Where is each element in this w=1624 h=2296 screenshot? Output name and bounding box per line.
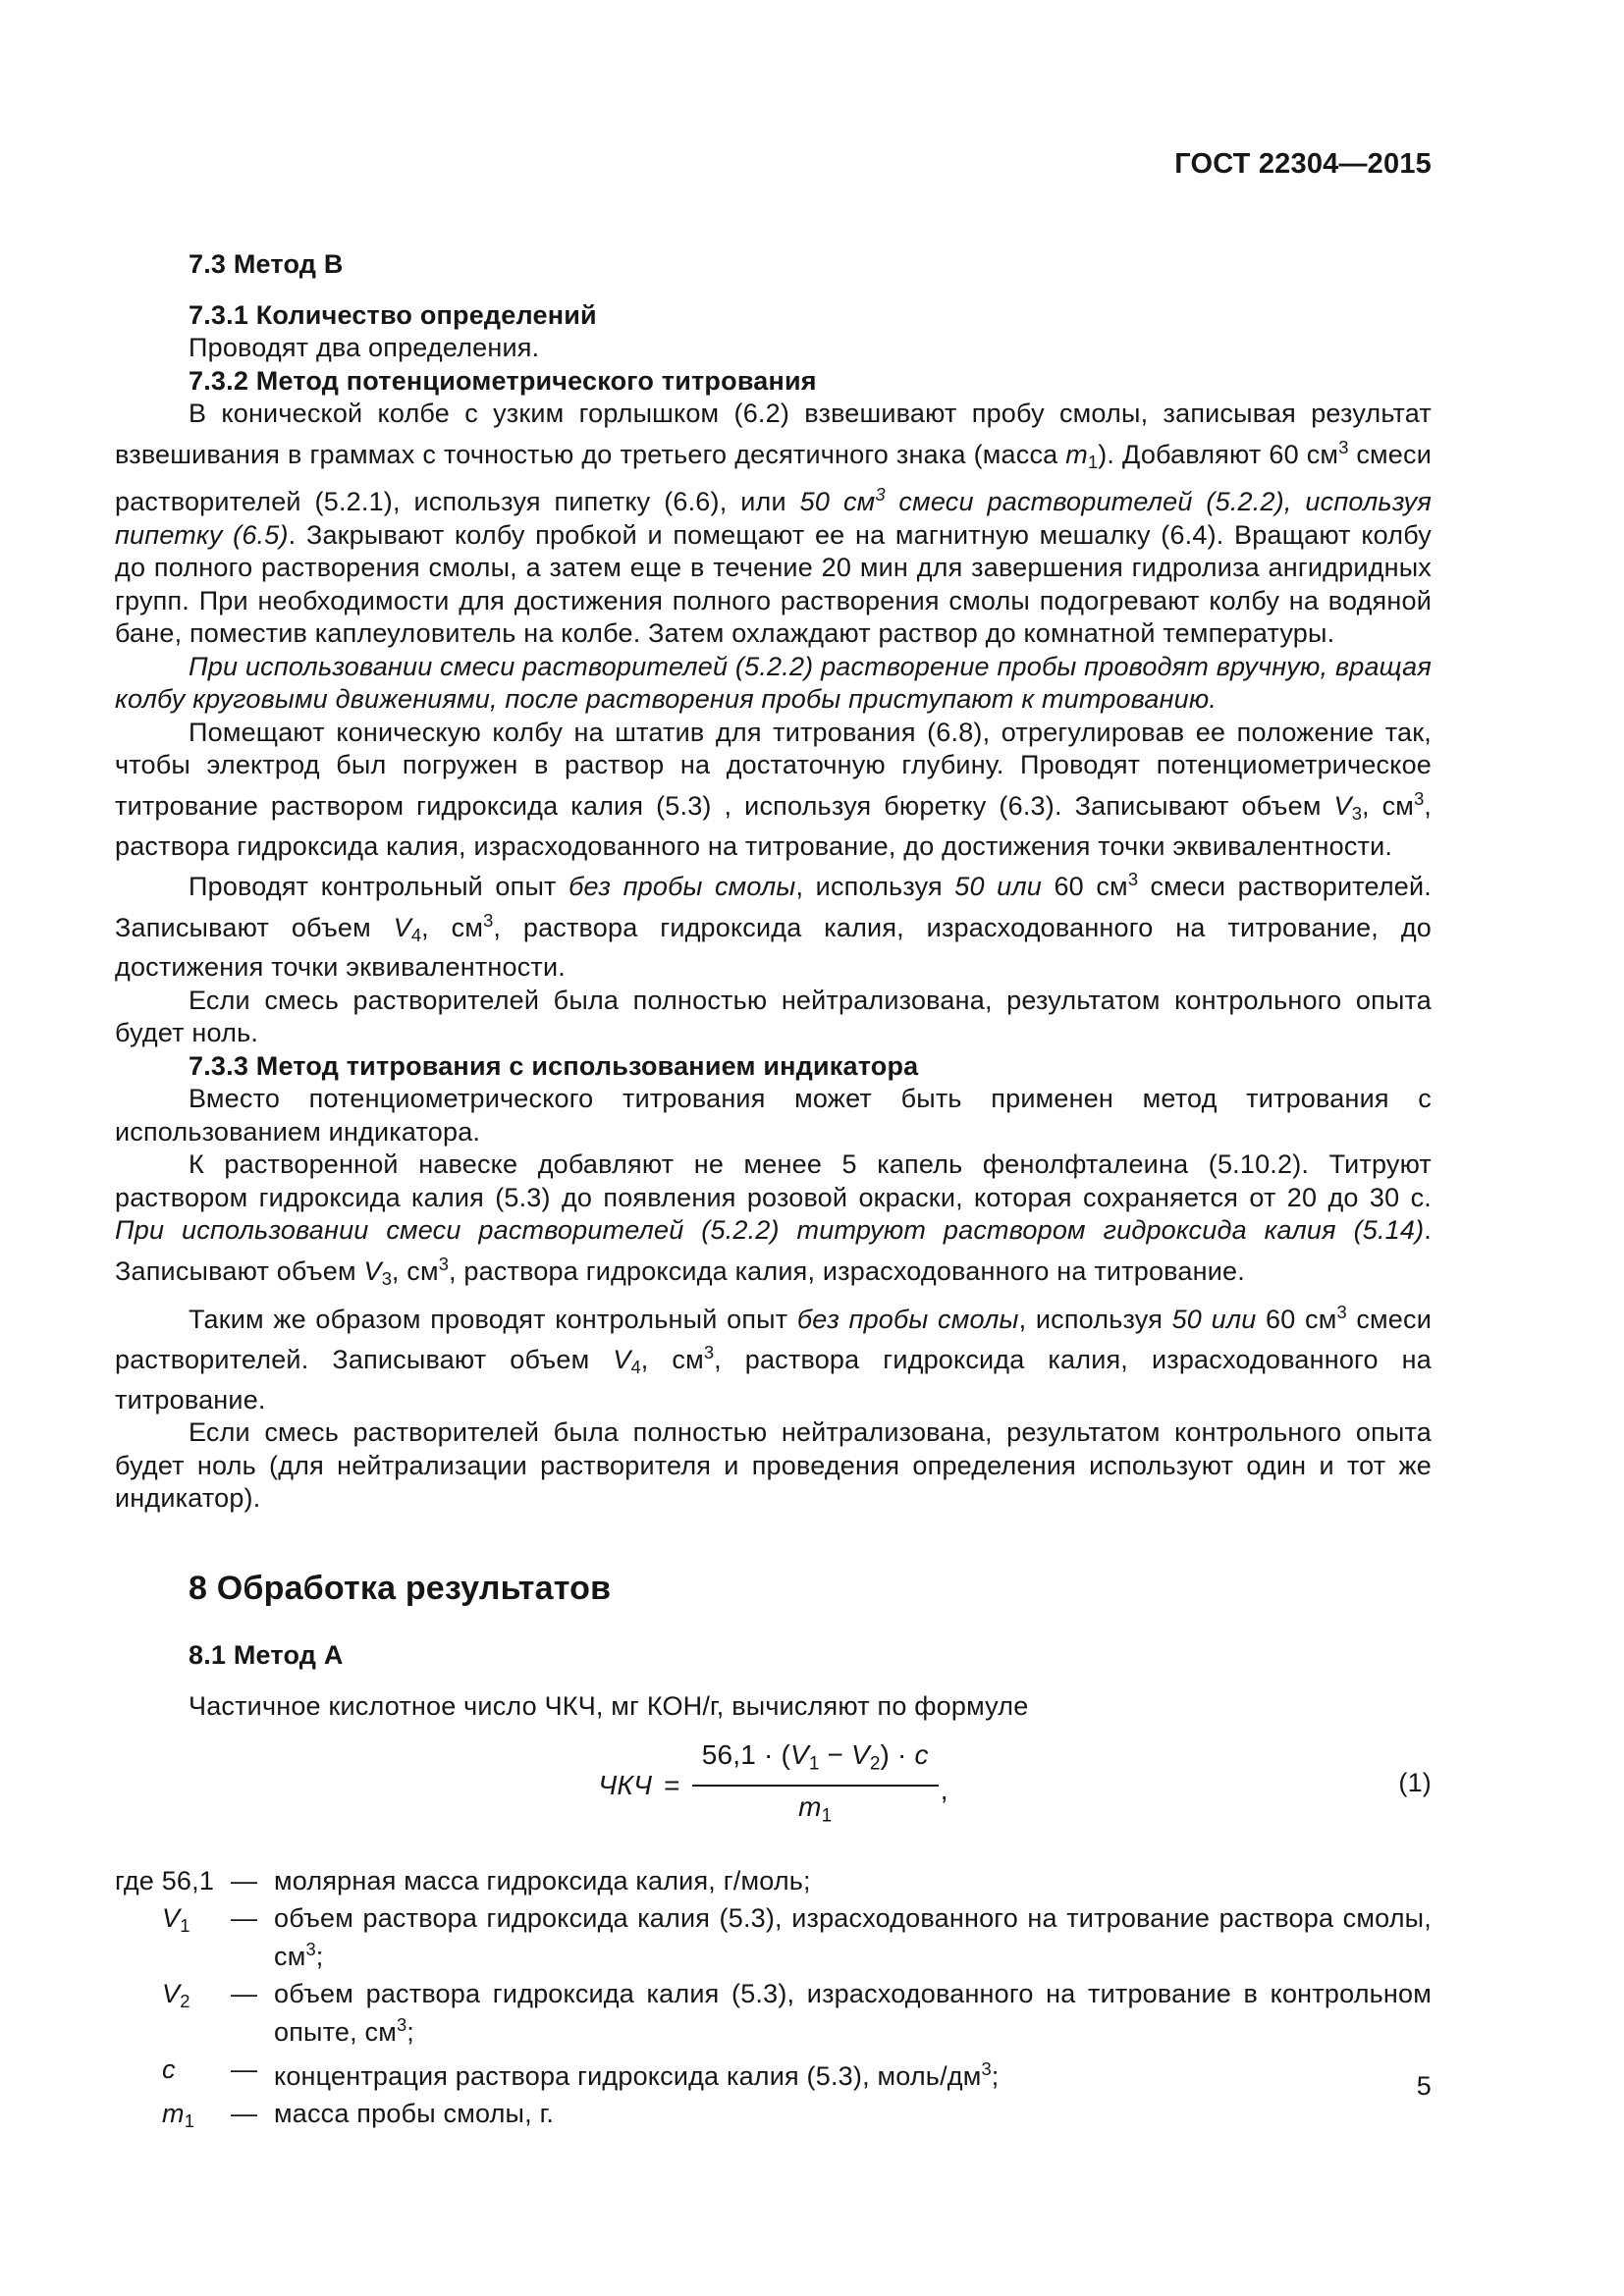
definition-row-v1 (115, 1902, 1432, 1972)
section-heading-7-3-1: 7.3.1 Количество определений (189, 299, 597, 330)
section-heading-8: 8 Обработка результатов (189, 1569, 612, 1607)
formula-lhs: ЧКЧ (598, 1770, 653, 1801)
definitions-list (115, 1865, 1432, 2137)
paragraph-titration-stand: Помещают коническую колбу на штатив для титрования (6.8), отрегулировав ее положение так, чтобы электрод был погружен в раствор на достаточную глубину. Проводят потенциометрическое титрование раствором гидроксида калия (5.3) , используя бюретку (6.3). Записывают объем $V_3$, $см^3$, раствора гидроксида калия, израсходованного на титрование, до достижения точки эквивалентности. (115, 717, 1432, 861)
document-code: ГОСТ 22304—2015 (1174, 148, 1432, 180)
definition-description: объем раствора гидроксида калия (5.3), израсходованного на титрование раствора смолы, $см^3$; (274, 1902, 1432, 1972)
definition-row-v2 (115, 1978, 1432, 2048)
paragraph-zero-result-1: Если смесь растворителей была полностью нейтрализована, результатом контрольного опыта будет ноль. (115, 985, 1432, 1048)
formula-comma: , (940, 1775, 948, 1806)
definition-symbol: $m_1$ (162, 2099, 194, 2132)
equals-sign: = (664, 1770, 680, 1801)
paragraph-indicator-method: Вместо потенциометрического титрования может быть применен метод титрования с использованием индикатора. (115, 1084, 1432, 1147)
paragraph-weighing: В конической колбе с узким горлышком (6.2) взвешивают пробу смолы, записывая результат взвешивания в граммах с точностью до третьего десятичного знака (масса $m_1$). Добавляют 60 $см^3$ смеси растворителей (5.2.1), используя пипетку (6.6), или 50 $см^3$ смеси растворителей (5.2.2), используя пипетку (6.5). Закрывают колбу пробкой и помещают ее на магнитную мешалку (6.4). Вращают колбу до полного растворения смолы, а затем еще в течение 20 мин для завершения гидролиза ангидридных групп. При необходимости для достижения полного растворения смолы подогревают колбу на водяной бане, поместив каплеуловитель на колбе. Затем охлаждают раствор до комнатной температуры. (115, 399, 1433, 649)
fraction (692, 1738, 939, 1834)
paragraph-blank-test-2: Таким же образом проводят контрольный опыт без пробы смолы, используя 50 или 60 $см^3$ смеси растворителей. Записывают объем $V_4$, $см^3$, раствора гидроксида калия, израсходованного на титрование. (115, 1301, 1432, 1415)
definition-dash: — (231, 2099, 258, 2129)
definition-dash: — (231, 2055, 258, 2085)
definition-description: объем раствора гидроксида калия (5.3), израсходованного на титрование в контрольном опыте, $см^3$; (274, 1979, 1432, 2048)
definition-row-c (115, 2054, 1432, 2092)
section-heading-7-3: 7.3 Метод В (189, 249, 344, 279)
definition-row-molar-mass (115, 1865, 1432, 1896)
definition-description: молярная масса гидроксида калия, г/моль; (274, 1865, 811, 1896)
formula-block (115, 1737, 1432, 1834)
definition-description: концентрация раствора гидроксида калия (5.3), моль/$дм^3$; (274, 2058, 1000, 2092)
definition-dash: — (231, 1902, 258, 1933)
paragraph-manual-dissolution: При использовании смеси растворителей (5.2.2) растворение пробы проводят вручную, вращая колбу круговыми движениями, после растворения пробы приступают к титрованию. (115, 651, 1432, 715)
paragraph-blank-test-1: Проводят контрольный опыт без пробы смолы, используя 50 или 60 $см^3$ смеси растворителей. Записывают объем $V_4$, $см^3$, раствора гидроксида калия, израсходованного на титрование, до достижения точки эквивалентности. (115, 869, 1432, 983)
definition-symbol: $V_1$ (162, 1902, 190, 1937)
definition-description: масса пробы смолы, г. (274, 2099, 555, 2129)
definition-row-m1 (115, 2098, 1432, 2137)
definition-symbol: c (162, 2055, 176, 2085)
paragraph-formula-intro: Частичное кислотное число ЧКЧ, мг КОН/г, вычисляют по формуле (189, 1691, 1029, 1722)
paragraph-phenolphthalein: К растворенной навеске добавляют не менее 5 капель фенолфталеина (5.10.2). Титруют раствором гидроксида калия (5.3) до появления розовой окраски, которая сохраняется от 20 до 30 с. При использовании смеси растворителей (5.2.2) титруют раствором гидроксида калия (5.14). Записывают объем $V_3$, $см^3$, раствора гидроксида калия, израсходованного на титрование. (115, 1149, 1432, 1290)
definition-dash: — (231, 1979, 258, 2009)
fraction-numerator: $56,1 \cdot (V_1 - V_2) \cdot c$ (692, 1738, 939, 1788)
definition-dash: — (231, 1865, 258, 1896)
formula-expression (115, 1737, 1432, 1834)
definition-symbol: $V_2$ (162, 1979, 190, 2012)
section-heading-7-3-2: 7.3.2 Метод потенциометрического титрования (189, 365, 817, 396)
section-heading-8-1: 8.1 Метод А (189, 1639, 344, 1670)
page-number: 5 (1416, 2071, 1432, 2101)
formula-number: (1) (1398, 1767, 1432, 1797)
paragraph-determination-count: Проводят два определения. (189, 333, 540, 362)
section-heading-7-3-3: 7.3.3 Метод титрования с использованием индикатора (189, 1050, 919, 1081)
paragraph-zero-result-2: Если смесь растворителей была полностью нейтрализована, результатом контрольного опыта будет ноль (для нейтрализации растворителя и проведения определения используют один и тот же индикатор). (115, 1417, 1432, 1514)
fraction-denominator: $m_1$ (798, 1791, 833, 1827)
definition-symbol: где 56,1 (115, 1865, 215, 1896)
